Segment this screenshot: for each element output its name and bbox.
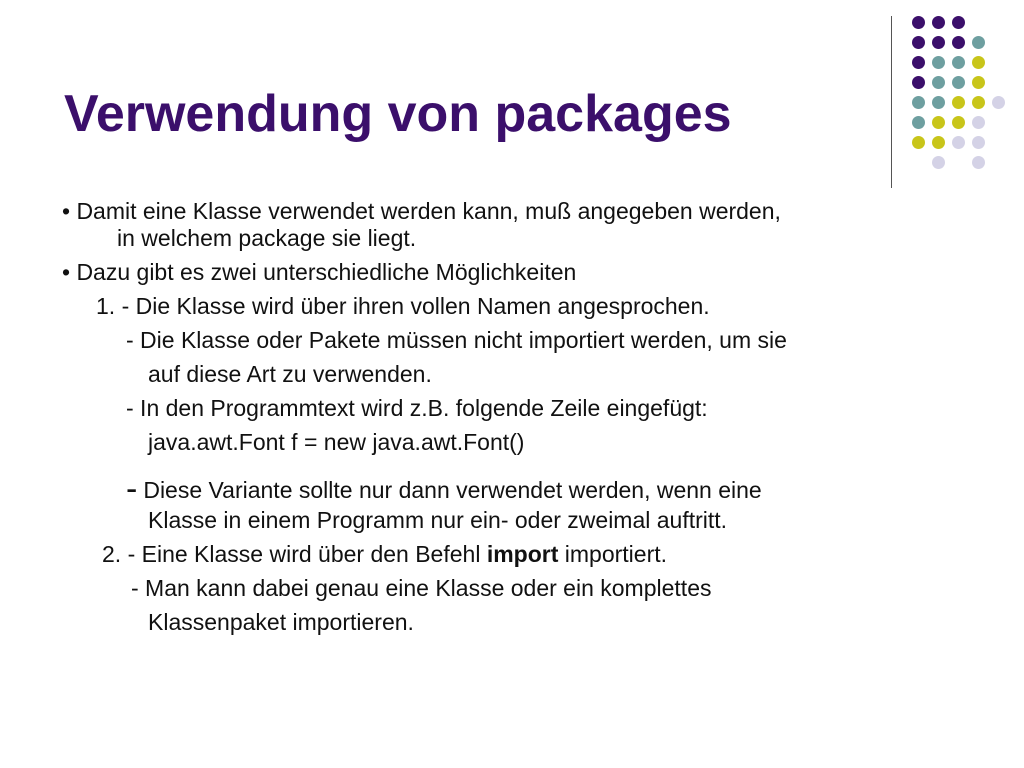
decoration-dot-lavender (972, 136, 985, 149)
item-1-sub-2: - In den Programmtext wird z.B. folgende Zeile eingefügt: (126, 395, 708, 421)
item-2-sub-line-2: Klassenpaket importieren. (148, 609, 414, 635)
item-1: 1. - Die Klasse wird über ihren vollen Namen angesprochen. (96, 293, 710, 319)
decoration-dot-purple (912, 36, 925, 49)
item-2-keyword-import: import (486, 541, 559, 567)
title-divider-line (891, 16, 892, 188)
decoration-dot-teal (932, 76, 945, 89)
bullet-1-line-2: in welchem package sie liegt. (117, 225, 417, 251)
slide-title: Verwendung von packages (64, 85, 732, 143)
item-1-code: java.awt.Font f = new java.awt.Font() (148, 429, 525, 455)
item-1-sub-3-line-2: Klasse in einem Programm nur ein- oder zweimal auftritt. (148, 507, 728, 533)
decoration-dot-purple (912, 56, 925, 69)
item-1-sub-3-dash: - (126, 470, 138, 508)
decoration-dot-purple (912, 16, 925, 29)
decoration-dot-teal (932, 96, 945, 109)
item-2-text-after: importiert. (558, 541, 668, 567)
decoration-dot-purple (952, 16, 965, 29)
decoration-dot-teal (952, 76, 965, 89)
decoration-dot-purple (912, 76, 925, 89)
decoration-dot-teal (912, 96, 925, 109)
item-2-text-before: 2. - Eine Klasse wird über den Befehl (102, 541, 487, 567)
decoration-dot-olive (972, 76, 985, 89)
decoration-dot-purple (932, 16, 945, 29)
item-2 (102, 543, 667, 566)
item-1-sub-3-line-1 (126, 470, 762, 508)
decoration-dot-olive (912, 136, 925, 149)
decoration-dot-teal (972, 36, 985, 49)
decoration-dot-lavender (972, 156, 985, 169)
decoration-dot-lavender (952, 136, 965, 149)
decoration-dot-teal (932, 56, 945, 69)
decoration-dot-olive (952, 116, 965, 129)
decoration-dot-lavender (972, 116, 985, 129)
item-2-sub-line-1: - Man kann dabei genau eine Klasse oder ein komplettes (131, 575, 712, 601)
decoration-dot-lavender (932, 156, 945, 169)
decoration-dot-purple (952, 36, 965, 49)
decoration-dot-purple (932, 36, 945, 49)
bullet-2: • Dazu gibt es zwei unterschiedliche Möglichkeiten (62, 259, 577, 285)
item-1-sub-3-text: Diese Variante sollte nur dann verwendet werden, wenn eine (143, 477, 762, 503)
decoration-dot-olive (972, 96, 985, 109)
decoration-dot-lavender (992, 96, 1005, 109)
decoration-dot-olive (932, 116, 945, 129)
decoration-dot-teal (912, 116, 925, 129)
decoration-dot-olive (952, 96, 965, 109)
bullet-1-line-1: • Damit eine Klasse verwendet werden kann, muß angegeben werden, (62, 198, 781, 224)
decoration-dot-teal (952, 56, 965, 69)
decoration-dot-olive (932, 136, 945, 149)
decoration-dot-olive (972, 56, 985, 69)
item-1-sub-1-line-1: - Die Klasse oder Pakete müssen nicht importiert werden, um sie (126, 327, 787, 353)
item-1-sub-1-line-2: auf diese Art zu verwenden. (148, 361, 432, 387)
